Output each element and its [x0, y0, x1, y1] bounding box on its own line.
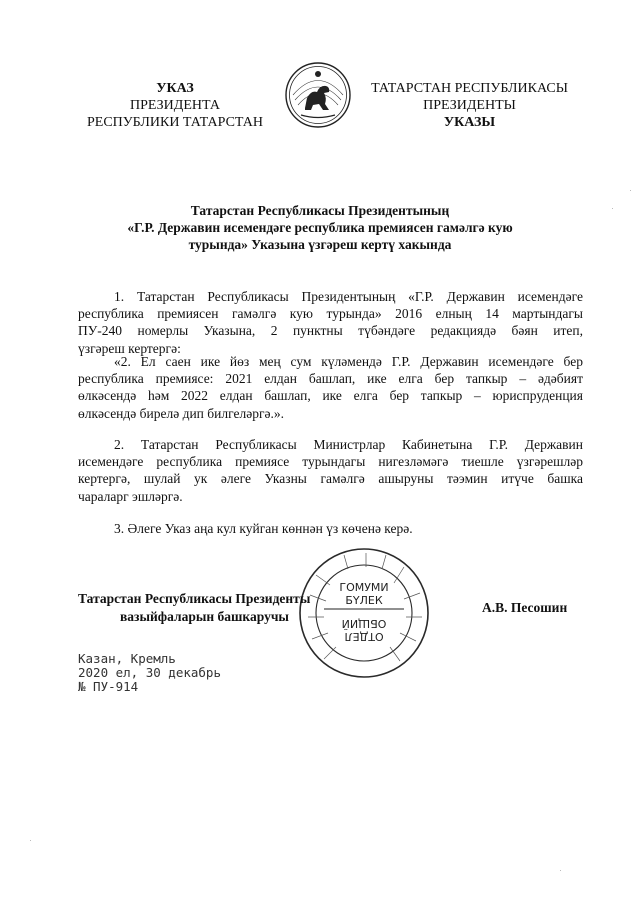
- p2-line-1: «2. Ел саен ике йөз мең сум күләмендә Г.Р. Державин исемендәге бер: [114, 354, 583, 369]
- place-city: Казан, Кремль: [78, 651, 176, 666]
- p1-line-3: ПУ-240 номерлы Указына, 2 пунктны түбәндәге редакциядә бәян итеп,: [78, 323, 583, 339]
- signature-position-line-1: Татарстан Республикасы Президенты: [78, 591, 311, 606]
- paragraph-3: [78, 520, 583, 537]
- document-number: № ПУ-914: [78, 679, 139, 694]
- document-title: [80, 202, 560, 253]
- header-right-line-1: ТАТАРСТАН РЕСПУБЛИКАСЫ: [371, 81, 568, 96]
- p2-line-2: республика премиясе: 2021 елдан башлап, ике елга бер тапкыр – әдәбият: [78, 371, 583, 387]
- signature-name: А.В. Песошин: [482, 600, 568, 615]
- scan-speck: [630, 190, 631, 191]
- p2-line-4: өлкәсендә бирелә дип билгеләргә.».: [78, 405, 284, 421]
- p3-line-3: кертергә, шулай ук әлеге Указны гамәлгә ашыруны тәэмин итүче башка: [78, 471, 583, 487]
- stamp-line-2: БҮЛЕК: [345, 594, 383, 607]
- signature-position-line-2: вазыйфаларын башкаручы: [120, 609, 289, 624]
- paragraph-2: [78, 436, 583, 505]
- scan-speck: [560, 870, 561, 871]
- header-left-line-1: УКАЗ: [156, 81, 194, 96]
- header-right-line-2: ПРЕЗИДЕНТЫ: [423, 98, 516, 113]
- title-line-1: Татарстан Республикасы Президентының: [190, 203, 450, 218]
- signature-position: [78, 590, 310, 626]
- p3-line-4: чараларг эшләргә.: [78, 488, 183, 504]
- place-date: 2020 ел, 30 декабрь: [78, 665, 221, 680]
- title-line-2: «Г.Р. Державин исемендәге республика премиясен гамәлгә кую: [127, 220, 513, 235]
- stamp-line-4: ОБЩИЙ: [341, 617, 387, 630]
- paragraph-1: [78, 288, 583, 357]
- header-right: [362, 80, 577, 131]
- scan-speck: [30, 840, 31, 841]
- p1-line-1: 1. Татарстан Республикасы Президентының «Г.Р. Державин исемендәге: [114, 289, 583, 304]
- place-date-number: [78, 652, 221, 694]
- title-line-3: турында» Указына үзгәреш кертү хакында: [188, 237, 452, 252]
- stamp-line-1: ГОМУМИ: [339, 581, 389, 594]
- stamp-line-3: ОТДЕЛ: [344, 630, 384, 643]
- header-left: [70, 80, 280, 131]
- p2-line-3: өлкәсендә һәм 2022 елдан башлап, ике елга бер тапкыр – юриспруденция: [78, 388, 583, 404]
- scan-speck: [612, 208, 613, 209]
- header-right-line-3: УКАЗЫ: [443, 115, 496, 130]
- p3-line-1: 2. Татарстан Республикасы Министрлар Кабинетына Г.Р. Державин: [114, 437, 583, 452]
- p4-line-1: 3. Әлеге Указ аңа кул куйган көннән үз көченә керә.: [114, 521, 413, 536]
- paragraph-quote: [78, 353, 583, 422]
- p3-line-2: исемендәге республика премиясе турындагы нигезләмәгә тиешле үзгәрешләр: [78, 454, 583, 470]
- header-left-line-3: РЕСПУБЛИКИ ТАТАРСТАН: [86, 115, 263, 130]
- official-stamp: [296, 545, 432, 681]
- coat-of-arms-emblem: [283, 60, 353, 130]
- p1-line-2: республика премиясен гамәлгә кую турында» 2016 елның 14 мартындагы: [78, 306, 583, 322]
- p1-line-4: үзгәреш кертергә:: [78, 340, 181, 356]
- header-left-line-2: ПРЕЗИДЕНТА: [130, 98, 220, 113]
